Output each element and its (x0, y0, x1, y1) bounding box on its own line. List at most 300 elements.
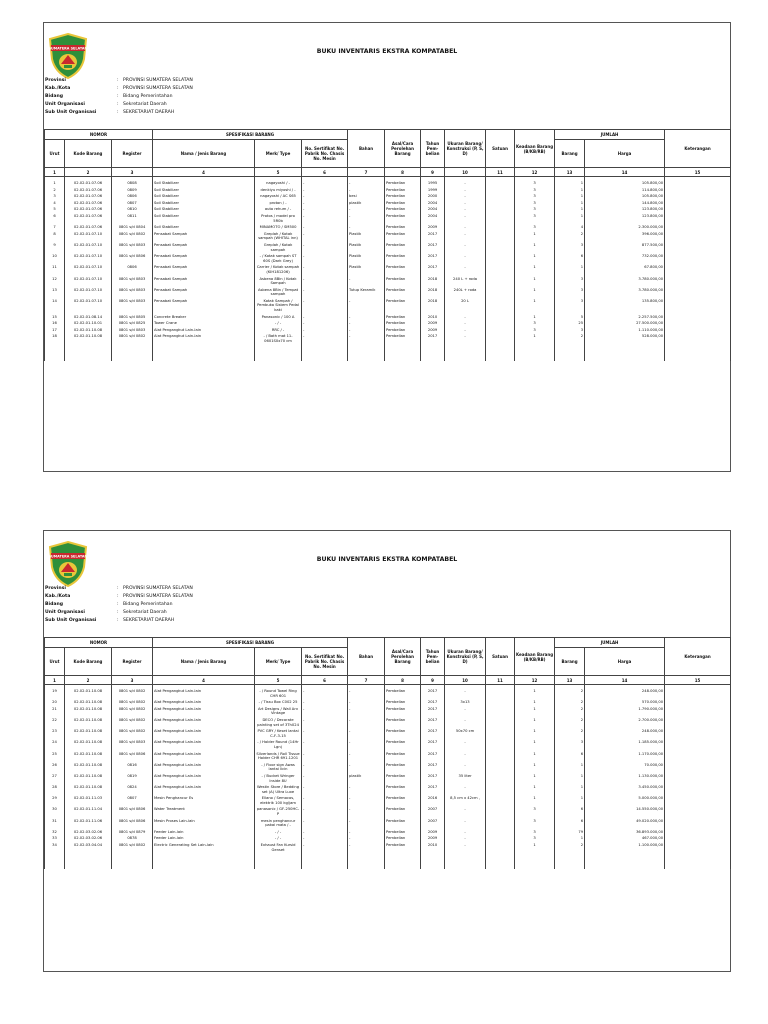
cell-sert: - (302, 264, 348, 275)
cell-sert: - (302, 751, 348, 762)
cell-barang: 2 (555, 728, 585, 739)
col-number: 9 (421, 676, 445, 685)
cell-kode: 02.02.01.07.10 (65, 276, 112, 287)
cell-harga: 135.800,00 (585, 298, 665, 314)
cell-urut: 23 (45, 728, 65, 739)
cell-merk: PVC GRY / Keset lantai C-F-3-15 (255, 728, 302, 739)
filler-cell (486, 345, 515, 361)
meta-label: Provinsi (45, 586, 66, 591)
cell-nama: Electric Generating Set Lain-lain (153, 842, 255, 853)
cell-keadaan: 1 (515, 287, 555, 298)
inventory-page-2 (43, 530, 731, 972)
cell-asal: Pembelian (385, 242, 421, 253)
header-keterangan: Keterangan (665, 638, 731, 676)
cell-satuan (486, 835, 515, 842)
header-ukuran: Ukuran Barang/ Konstruksi (P, S, D) (445, 130, 486, 168)
filler-cell (445, 345, 486, 361)
cell-tahun: 2009 (421, 327, 445, 334)
cell-reg: 0878 (112, 835, 153, 842)
cell-sert: - (302, 795, 348, 806)
cell-urut: 16 (45, 320, 65, 327)
table-row (45, 842, 731, 853)
cell-barang: 6 (555, 253, 585, 264)
cell-merk: DECO / Decorate painting set of 3Th024 (255, 717, 302, 728)
cell-keadaan: 3 (515, 320, 555, 327)
col-number: 12 (515, 168, 555, 177)
cell-barang: 2 (555, 699, 585, 706)
cell-reg: 0801 s/d 0802 (112, 685, 153, 700)
cell-reg: 0801 s/d 0803 (112, 242, 153, 253)
cell-kode: 02.02.01.07.06 (65, 193, 112, 200)
cell-ket (665, 314, 731, 321)
cell-reg: 0801 s/d 0802 (112, 842, 153, 853)
cell-harga: 570.000,00 (585, 699, 665, 706)
cell-bahan: - (348, 762, 385, 773)
cell-ket (665, 717, 731, 728)
cell-reg: 0801 s/d 0802 (112, 333, 153, 344)
meta-colon: : (117, 102, 119, 107)
meta-value: PROVINSI SUMATERA SELATAN (123, 78, 193, 83)
cell-keadaan: 1 (515, 253, 555, 264)
header-nomor: NOMOR (45, 638, 153, 648)
cell-sert: - (302, 818, 348, 829)
cell-nama: Alat Pengangkut Lain-lain (153, 751, 255, 762)
cell-reg: 0801 s/d 0803 (112, 287, 153, 298)
cell-merk: - / Bucket Wringer Inside 8U (255, 773, 302, 784)
cell-tahun: 2018 (421, 287, 445, 298)
cell-ket (665, 320, 731, 327)
cell-reg: 0801 s/d 0802 (112, 728, 153, 739)
filler-cell (665, 853, 731, 869)
cell-keadaan: 1 (515, 842, 555, 853)
cell-tahun: 2018 (421, 276, 445, 287)
cell-bahan: - (348, 717, 385, 728)
meta-value: Bidang Pemerintahan (123, 94, 173, 99)
cell-satuan (486, 706, 515, 717)
table-row (45, 773, 731, 784)
filler-cell (348, 853, 385, 869)
cell-ukuran: - (445, 193, 486, 200)
cell-ket (665, 762, 731, 773)
cell-merk: - / - (255, 320, 302, 327)
cell-harga: 70.000,00 (585, 762, 665, 773)
cell-keadaan: 1 (515, 699, 555, 706)
cell-ukuran: - (445, 717, 486, 728)
cell-keadaan: 1 (515, 751, 555, 762)
cell-ket (665, 773, 731, 784)
cell-bahan: - (348, 842, 385, 853)
cell-satuan (486, 773, 515, 784)
cell-asal: Pembelian (385, 739, 421, 750)
meta-label: Provinsi (45, 78, 66, 83)
cell-asal: Pembelian (385, 706, 421, 717)
col-number: 10 (445, 676, 486, 685)
cell-satuan (486, 253, 515, 264)
cell-tahun: 2017 (421, 728, 445, 739)
cell-nama: Soil Stabilizer (153, 206, 255, 213)
inventory-table (44, 129, 731, 361)
cell-barang: 3 (555, 739, 585, 750)
cell-harga: 114.800,00 (585, 187, 665, 194)
cell-merk: Exhaust Fan Kursid Genset (255, 842, 302, 853)
col-number: 9 (421, 168, 445, 177)
cell-nama: Soil Stabilizer (153, 177, 255, 187)
cell-asal: Pembelian (385, 829, 421, 836)
cell-barang: 3 (555, 298, 585, 314)
cell-asal: Pembelian (385, 187, 421, 194)
cell-barang: 3 (555, 327, 585, 334)
filler-cell (585, 345, 665, 361)
cell-sert: - (302, 829, 348, 836)
cell-satuan (486, 276, 515, 287)
table-filler-row (45, 853, 731, 869)
cell-asal: Pembelian (385, 717, 421, 728)
header-barang: Barang (555, 648, 585, 676)
cell-keadaan: 3 (515, 829, 555, 836)
cell-harga: 1.170.000,00 (585, 751, 665, 762)
cell-nama: Pensabat Sampah (153, 253, 255, 264)
table-row (45, 213, 731, 224)
cell-satuan (486, 762, 515, 773)
cell-nama: Pensabat Sampah (153, 264, 255, 275)
cell-ket (665, 224, 731, 231)
col-number: 6 (302, 168, 348, 177)
cell-urut: 30 (45, 806, 65, 817)
cell-sert: - (302, 739, 348, 750)
cell-tahun: 2018 (421, 298, 445, 314)
cell-ket (665, 327, 731, 334)
cell-urut: 29 (45, 795, 65, 806)
cell-barang: 2 (555, 333, 585, 344)
cell-ket (665, 835, 731, 842)
cell-barang: 2 (555, 685, 585, 700)
cell-harga: 123.800,00 (585, 213, 665, 224)
cell-bahan: - (348, 213, 385, 224)
cell-satuan (486, 717, 515, 728)
cell-asal: Pembelian (385, 287, 421, 298)
cell-ukuran: 20 L (445, 298, 486, 314)
cell-nama: Alat Pengangkut Lain-lain (153, 739, 255, 750)
cell-bahan: - (348, 276, 385, 287)
cell-sert: - (302, 717, 348, 728)
cell-ukuran: - (445, 829, 486, 836)
cell-asal: Pembelian (385, 685, 421, 700)
cell-reg: 0824 (112, 784, 153, 795)
cell-urut: 7 (45, 224, 65, 231)
table-body (45, 177, 731, 361)
cell-merk: Asbena 8Bin / Kotak Sampah (255, 276, 302, 287)
filler-cell (515, 853, 555, 869)
header-sertifikat: No. Sertifikat No. Pabrik No. Chasis No. Mesin (302, 648, 348, 676)
cell-keadaan: 3 (515, 187, 555, 194)
cell-kode: 02.02.01.10.08 (65, 751, 112, 762)
cell-reg: 0807 (112, 200, 153, 207)
header-harga: Harga (585, 140, 665, 168)
header-tahun: Tahun Pem- belian (421, 638, 445, 676)
cell-sert: - (302, 333, 348, 344)
cell-bahan: - (348, 206, 385, 213)
meta-label: Bidang (45, 602, 64, 607)
cell-bahan: - (348, 327, 385, 334)
cell-reg: 0801 s/d 0802 (112, 699, 153, 706)
cell-reg: 0801 s/d 0803 (112, 739, 153, 750)
cell-ukuran: - (445, 187, 486, 194)
cell-keadaan: 1 (515, 276, 555, 287)
cell-bahan: - (348, 835, 385, 842)
col-number: 8 (385, 168, 421, 177)
meta-colon: : (117, 94, 119, 99)
col-number: 15 (665, 676, 731, 685)
meta-label: Kab./Kota (45, 594, 71, 599)
header-spesifikasi: SPESIFIKASI BARANG (153, 130, 348, 140)
cell-ukuran: - (445, 685, 486, 700)
cell-reg: 0801 s/d 0803 (112, 327, 153, 334)
cell-reg: 0816 (112, 762, 153, 773)
cell-asal: Pembelian (385, 200, 421, 207)
cell-urut: 19 (45, 685, 65, 700)
cell-bahan: - (348, 314, 385, 321)
cell-kode: 02.02.01.10.08 (65, 699, 112, 706)
cell-urut: 20 (45, 699, 65, 706)
cell-merk: Ellano / Semocos, elektrik 100 kg/jam (255, 795, 302, 806)
cell-asal: Pembelian (385, 206, 421, 213)
cell-harga: 2.700.000,00 (585, 717, 665, 728)
cell-satuan (486, 314, 515, 321)
cell-keadaan: 1 (515, 242, 555, 253)
table-row (45, 333, 731, 344)
cell-harga: 732.000,00 (585, 253, 665, 264)
col-number: 1 (45, 168, 65, 177)
cell-satuan (486, 224, 515, 231)
filler-cell (385, 345, 421, 361)
cell-nama: Water Treatment (153, 806, 255, 817)
meta-value: Bidang Pemerintahan (123, 602, 173, 607)
cell-ukuran: 240L + roda (445, 287, 486, 298)
cell-tahun: 2017 (421, 242, 445, 253)
cell-reg: 0801 s/d 0805 (112, 314, 153, 321)
cell-tahun: 2017 (421, 784, 445, 795)
cell-satuan (486, 242, 515, 253)
meta-colon: : (117, 602, 119, 607)
cell-merk: Art Designs / Wall Arv Vintage (255, 706, 302, 717)
cell-sert: - (302, 706, 348, 717)
cell-nama: Alat Pengangkut Lain-lain (153, 685, 255, 700)
cell-asal: Pembelian (385, 213, 421, 224)
table-row (45, 314, 731, 321)
cell-nama: Soil Stabilizer (153, 224, 255, 231)
cell-ket (665, 242, 731, 253)
cell-kode: 02.02.01.07.06 (65, 200, 112, 207)
col-number: 13 (555, 168, 585, 177)
cell-satuan (486, 287, 515, 298)
table-row (45, 751, 731, 762)
cell-ket (665, 206, 731, 213)
cell-ukuran: - (445, 706, 486, 717)
cell-sert: - (302, 773, 348, 784)
cell-barang: 1 (555, 773, 585, 784)
cell-harga: 36.893.000,00 (585, 829, 665, 836)
table-row (45, 231, 731, 242)
cell-bahan: besi (348, 193, 385, 200)
cell-urut: 27 (45, 773, 65, 784)
cell-keadaan: 3 (515, 818, 555, 829)
cell-ket (665, 253, 731, 264)
cell-ket (665, 333, 731, 344)
cell-satuan (486, 751, 515, 762)
cell-merk: Carrier / Kotak sampah (KIH181206) (255, 264, 302, 275)
meta-value: PROVINSI SUMATERA SELATAN (123, 86, 193, 91)
cell-asal: Pembelian (385, 762, 421, 773)
filler-cell (45, 853, 65, 869)
header-nama: Nama / Jenis Barang (153, 648, 255, 676)
cell-tahun: 1995 (421, 177, 445, 187)
cell-nama: Alat Pengangkut Lain-lain (153, 762, 255, 773)
cell-kode: 02.02.01.10.08 (65, 706, 112, 717)
cell-merk: Westin Store / Bedding set (A) Ultra Luxe (255, 784, 302, 795)
header-merk: Merk/ Type (255, 648, 302, 676)
cell-ket (665, 806, 731, 817)
cell-satuan (486, 829, 515, 836)
cell-kode: 02.02.01.07.10 (65, 287, 112, 298)
table-row (45, 200, 731, 207)
cell-barang: 79 (555, 829, 585, 836)
col-number: 10 (445, 168, 486, 177)
cell-barang: 1 (555, 193, 585, 200)
cell-ukuran: - (445, 333, 486, 344)
cell-kode: 02.02.01.11.06 (65, 818, 112, 829)
cell-reg: 0801 s/d 0803 (112, 298, 153, 314)
cell-sert: - (302, 253, 348, 264)
cell-bahan: Plastik (348, 253, 385, 264)
header-urut: Urut (45, 140, 65, 168)
cell-kode: 02.02.01.07.06 (65, 206, 112, 213)
cell-asal: Pembelian (385, 835, 421, 842)
header-tahun: Tahun Pem- belian (421, 130, 445, 168)
cell-barang: 1 (555, 200, 585, 207)
header-jumlah: JUMLAH (555, 130, 665, 140)
cell-merk: denkiyu miyoshi / - (255, 187, 302, 194)
cell-kode: 02.02.01.07.06 (65, 187, 112, 194)
cell-urut: 32 (45, 829, 65, 836)
cell-harga: 248.000,00 (585, 728, 665, 739)
cell-tahun: 2004 (421, 206, 445, 213)
cell-harga: 105.800,00 (585, 193, 665, 200)
cell-urut: 14 (45, 298, 65, 314)
filler-cell (585, 853, 665, 869)
cell-ukuran: 3x13 (445, 699, 486, 706)
cell-urut: 13 (45, 287, 65, 298)
cell-harga: 1.185.000,00 (585, 739, 665, 750)
header-sertifikat: No. Sertifikat No. Pabrik No. Chasis No. Mesin (302, 140, 348, 168)
cell-barang: 3 (555, 242, 585, 253)
cell-ket (665, 213, 731, 224)
header-kode: Kode Barang (65, 140, 112, 168)
cell-nama: Mesin Proses Lain-lain (153, 818, 255, 829)
cell-urut: 1 (45, 177, 65, 187)
cell-satuan (486, 784, 515, 795)
cell-ket (665, 739, 731, 750)
cell-kode: 02.02.01.07.10 (65, 231, 112, 242)
filler-cell (555, 345, 585, 361)
cell-satuan (486, 193, 515, 200)
cell-merk: proton / - (255, 200, 302, 207)
cell-kode: 02.02.01.07.10 (65, 298, 112, 314)
cell-ket (665, 706, 731, 717)
cell-urut: 9 (45, 242, 65, 253)
cell-tahun: 2017 (421, 264, 445, 275)
table-row (45, 818, 731, 829)
col-number: 2 (65, 168, 112, 177)
cell-merk: nagayoshi / - (255, 177, 302, 187)
cell-nama: Alat Pengangkut Lain-lain (153, 728, 255, 739)
cell-reg: 0801 s/d 0806 (112, 253, 153, 264)
cell-bahan: Tutup Keramik (348, 287, 385, 298)
header-keadaan: Keadaan Barang (B/KB/RB) (515, 638, 555, 676)
cell-merk: - / Round Towel Ring CHR 601 (255, 685, 302, 700)
table-row (45, 298, 731, 314)
cell-tahun: 2007 (421, 818, 445, 829)
cell-nama: Alat Pengangkut Lain-lain (153, 717, 255, 728)
filler-cell (515, 345, 555, 361)
header-ukuran: Ukuran Barang/ Konstruksi (P, S, D) (445, 638, 486, 676)
cell-satuan (486, 806, 515, 817)
cell-reg: 0806 (112, 264, 153, 275)
cell-satuan (486, 231, 515, 242)
table-header (45, 130, 731, 177)
meta-colon: : (117, 586, 119, 591)
table-row (45, 835, 731, 842)
meta-label: Unit Organisasi (45, 610, 85, 615)
filler-cell (555, 853, 585, 869)
col-number: 5 (255, 168, 302, 177)
cell-nama: Soil Stabilizer (153, 187, 255, 194)
cell-kode: 02.02.01.07.06 (65, 213, 112, 224)
cell-sert: - (302, 728, 348, 739)
cell-barang: 3 (555, 276, 585, 287)
cell-ket (665, 177, 731, 187)
cell-merk: - / Tissu Box C002 25 (255, 699, 302, 706)
cell-asal: Pembelian (385, 333, 421, 344)
cell-tahun: 2009 (421, 224, 445, 231)
header-spesifikasi: SPESIFIKASI BARANG (153, 638, 348, 648)
filler-cell (112, 345, 153, 361)
cell-ukuran: - (445, 213, 486, 224)
cell-merk: Kotak Sampah / Pembuka Sistem Pedal kaki (255, 298, 302, 314)
cell-ukuran: 35 liter (445, 773, 486, 784)
table-row (45, 287, 731, 298)
cell-ukuran: - (445, 206, 486, 213)
cell-satuan (486, 264, 515, 275)
cell-harga: 123.800,00 (585, 206, 665, 213)
cell-urut: 2 (45, 187, 65, 194)
cell-bahan: - (348, 795, 385, 806)
col-number: 8 (385, 676, 421, 685)
cell-harga: 1.130.000,00 (585, 773, 665, 784)
cell-bahan: - (348, 187, 385, 194)
cell-tahun: 2017 (421, 685, 445, 700)
cell-kode: 02.02.01.10.08 (65, 327, 112, 334)
cell-ket (665, 193, 731, 200)
cell-asal: Pembelian (385, 699, 421, 706)
cell-harga: 1.790.000,00 (585, 706, 665, 717)
cell-harga: 67.800,00 (585, 264, 665, 275)
cell-tahun: 2009 (421, 320, 445, 327)
cell-sert: - (302, 685, 348, 700)
col-number: 2 (65, 676, 112, 685)
cell-ukuran: - (445, 327, 486, 334)
cell-ukuran: - (445, 264, 486, 275)
cell-bahan: - (348, 818, 385, 829)
